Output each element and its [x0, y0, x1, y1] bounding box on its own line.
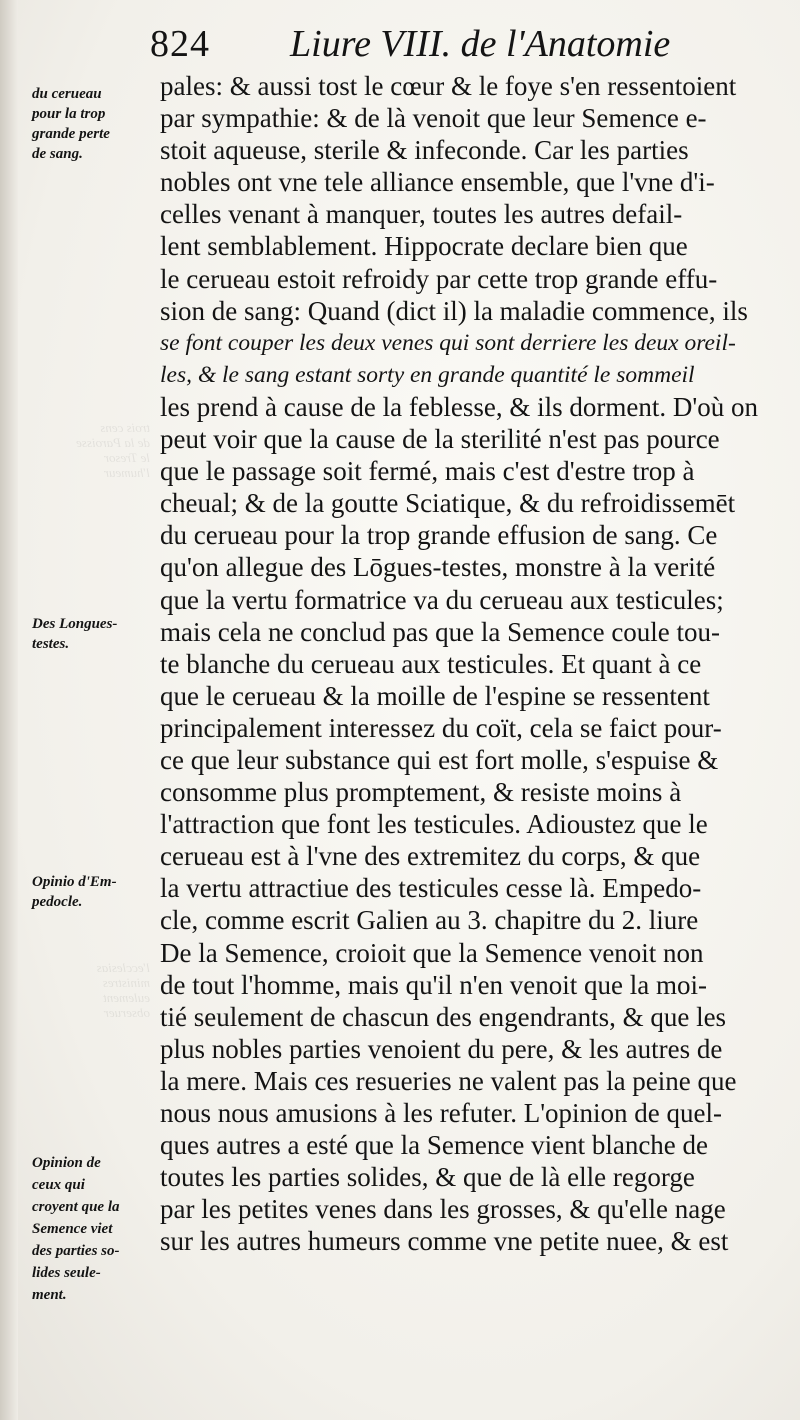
text-line: toutes les parties solides, & que de là elle regorge [160, 1162, 695, 1193]
text-line: ques autres a esté que la Semence vient blanche de [160, 1130, 709, 1161]
text-line: pales: & aussi tost le cœur & le foye s'en ressentoient [160, 71, 737, 101]
text-line: l'attraction que font les testicules. Adioustez que le [160, 809, 708, 840]
text-line: De la Semence, croioit que la Semence venoit non [160, 937, 704, 968]
main-text-column [160, 70, 758, 1257]
margin-note-line: Opinio d'Em- [32, 874, 117, 890]
text-line: lent semblablement. Hippocrate declare bien que [160, 231, 688, 262]
text-line: principalement interessez du coït, cela se faict pour- [160, 712, 722, 743]
margin-note-line: pour la trop [32, 106, 106, 122]
text-line: que le passage soit fermé, mais c'est d'estre trop à [160, 456, 695, 487]
text-line: plus nobles parties venoient du pere, & les autres de [160, 1033, 723, 1064]
text-line: stoit aqueuse, sterile & infeconde. Car les parties [160, 135, 689, 166]
margin-note-opinion [32, 1152, 162, 1306]
margin-note-line: Opinion de [32, 1155, 101, 1171]
margin-note-line: ceux qui [32, 1177, 85, 1193]
margin-note-cerueau [32, 84, 162, 164]
show-through-text-1: trois cens de la Paroisse le Tresor l'humeur [76, 420, 150, 480]
text-line: celles venant à manquer, toutes les autres defail- [160, 199, 683, 230]
text-line: tié seulement de chascun des engendrants, & que les [160, 1001, 727, 1032]
margin-note-line: de sang. [32, 146, 83, 162]
text-line: te blanche du cerueau aux testicules. Et quant à ce [160, 648, 702, 679]
text-line: mais cela ne conclud pas que la Semence coule tou- [160, 616, 721, 647]
text-line-italic: les, & le sang estant sorty en grande quantité le sommeil [160, 361, 695, 388]
text-line: le cerueau estoit refroidy par cette trop grande effu- [160, 263, 718, 294]
margin-note-line: pedocle. [32, 894, 83, 910]
text-line: que la vertu formatrice va du cerueau aux testicules; [160, 584, 724, 615]
text-line-italic: se font couper les deux venes qui sont derriere les deux oreil- [160, 329, 736, 356]
text-line: nous nous amusions à les refuter. L'opinion de quel- [160, 1098, 723, 1128]
show-through-text-2: l'ecclesias ministres eulement obseruer [96, 960, 150, 1020]
text-line: peut voir que la cause de la sterilité n'est pas pource [160, 424, 720, 455]
margin-note-line: grande perte [32, 126, 110, 142]
text-line: de tout l'homme, mais qu'il n'en venoit que la moi- [160, 969, 708, 1000]
margin-note-line: Des Longues- [32, 616, 118, 632]
text-line: du cerueau pour la trop grande effusion de sang. Ce [160, 520, 718, 551]
text-line: sion de sang: Quand (dict il) la maladie commence, ils [160, 295, 748, 326]
margin-note-longues-testes [32, 614, 162, 654]
margin-note-line: Semence viet [32, 1221, 113, 1237]
text-line: les prend à cause de la feblesse, & ils dorment. D'où on [160, 391, 758, 422]
page-number: 824 [150, 23, 210, 65]
text-line: par sympathie: & de là venoit que leur Semence e- [160, 103, 707, 134]
margin-note-line: ment. [32, 1287, 67, 1303]
text-line: la vertu attractiue des testicules cesse là. Empedo- [160, 873, 702, 904]
text-line: nobles ont vne tele alliance ensemble, que l'vne d'i- [160, 167, 715, 198]
margin-note-line: des parties so- [32, 1243, 120, 1259]
margin-note-line: croyent que la [32, 1199, 120, 1215]
text-line: consomme plus promptement, & resiste moins à [160, 777, 682, 808]
margin-note-line: du cerueau [32, 86, 102, 102]
text-line: la mere. Mais ces resueries ne valent pas la peine que [160, 1065, 737, 1096]
text-line: que le cerueau & la moille de l'espine se ressentent [160, 680, 710, 711]
margin-notes [0, 0, 160, 1420]
text-line: sur les autres humeurs comme vne petite nuee, & est [160, 1226, 729, 1257]
text-line: cerueau est à l'vne des extremitez du corps, & que [160, 841, 701, 872]
margin-note-line: lides seule- [32, 1265, 101, 1281]
text-line: cheual; & de la goutte Sciatique, & du refroidissemēt [160, 488, 736, 519]
text-line: ce que leur substance qui est fort molle, s'espuise & [160, 744, 719, 775]
text-line: par les petites venes dans les grosses, & qu'elle nage [160, 1194, 726, 1225]
running-title: Liure VIII. de l'Anatomie [290, 23, 671, 65]
page-header [150, 14, 770, 70]
margin-note-line: testes. [32, 636, 70, 652]
text-line: qu'on allegue des Lōgues-testes, monstre à la verité [160, 552, 716, 583]
margin-note-empedocle [32, 872, 162, 912]
text-line: cle, comme escrit Galien au 3. chapitre du 2. liure [160, 905, 699, 936]
